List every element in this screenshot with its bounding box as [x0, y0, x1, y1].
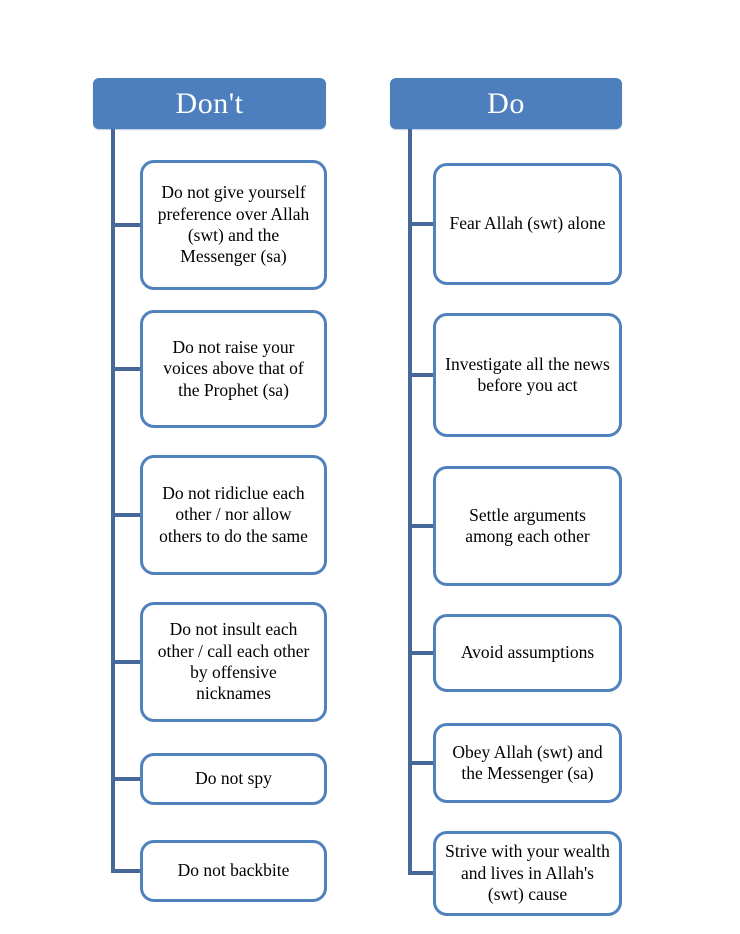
dont-item-label-4: Do not insult each other / call each other by offensive nicknames	[157, 619, 310, 704]
dont-item-box-2	[140, 310, 327, 428]
do-item-label-3: Settle arguments among each other	[465, 504, 590, 546]
connector-stub	[111, 777, 140, 781]
connector-stub	[408, 222, 433, 226]
connector-stub	[408, 373, 433, 377]
dont-item-box-3	[140, 455, 327, 575]
connector-stub	[408, 871, 433, 875]
column-header-do	[390, 78, 622, 129]
dont-item-label-1: Do not give yourself preference over Allah (swt) and the Messenger (sa)	[157, 182, 310, 267]
do-item-label-4: Avoid assumptions	[460, 642, 595, 663]
column-header-dont	[93, 78, 326, 129]
connector-vertical-line-dont	[111, 129, 115, 873]
connector-stub	[111, 367, 140, 371]
dont-item-box-1	[140, 160, 327, 290]
dont-item-box-6	[140, 840, 327, 902]
column-header-dont-label: Don't	[175, 86, 244, 120]
connector-stub	[408, 524, 433, 528]
dont-item-label-5: Do not spy	[195, 768, 272, 789]
do-item-box-4	[433, 614, 622, 692]
do-item-box-6	[433, 831, 622, 916]
connector-stub	[111, 513, 140, 517]
do-item-box-1	[433, 163, 622, 285]
do-item-box-3	[433, 466, 622, 586]
connector-stub	[111, 660, 140, 664]
column-header-do-label: Do	[487, 86, 525, 120]
do-item-label-1: Fear Allah (swt) alone	[449, 213, 606, 234]
connector-stub	[408, 651, 433, 655]
dont-item-box-4	[140, 602, 327, 722]
dont-item-label-3: Do not ridiclue each other / nor allow others to do the same	[159, 482, 308, 546]
do-item-box-5	[433, 723, 622, 803]
do-item-box-2	[433, 313, 622, 437]
connector-stub	[111, 869, 140, 873]
do-item-label-2: Investigate all the news before you act	[445, 353, 610, 395]
connector-stub	[408, 761, 433, 765]
connector-stub	[111, 223, 140, 227]
dont-item-box-5	[140, 753, 327, 805]
dont-item-label-2: Do not raise your voices above that of the Prophet (sa)	[163, 336, 304, 400]
dont-item-label-6: Do not backbite	[177, 860, 290, 881]
do-item-label-6: Strive with your wealth and lives in Allah's (swt) cause	[445, 841, 610, 905]
do-item-label-5: Obey Allah (swt) and the Messenger (sa)	[452, 741, 603, 783]
